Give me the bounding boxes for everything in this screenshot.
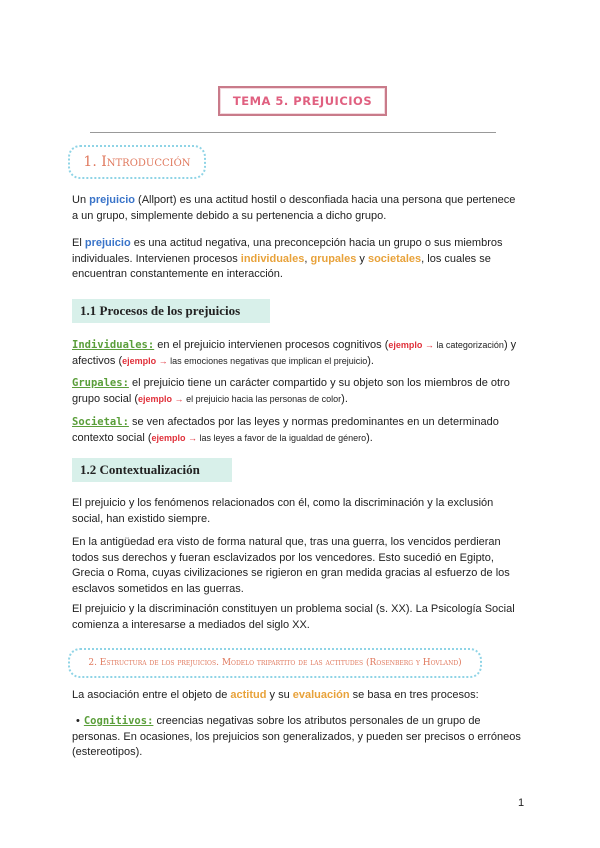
subsection-heading-text: 1.1 Procesos de los prejuicios [80,303,241,318]
document-title: TEMA 5. PREJUICIOS [232,94,373,108]
subsection-heading-text: 1.2 Contextualización [80,462,200,477]
title-box [218,86,387,116]
proceso-individuales [72,338,522,369]
keyword: individuales [240,252,305,265]
section-heading-1-text: 1. Introducción [83,154,191,170]
proceso-societal [72,415,522,446]
text-run: ). [341,392,348,405]
section-heading-2 [68,648,482,678]
text-run: Un [72,194,90,206]
text-run: , los cuales se encuentran constantemente en interacción. [72,252,491,280]
text-run: y su [266,689,293,701]
text-run: es una actitud negativa, una preconcepción hacia un grupo o sus miembros individuales. Intervienen procesos [72,237,503,265]
text-run: ) y afectivos ( [72,339,517,367]
section-heading-1 [68,145,206,179]
term-label: Societal: [72,416,129,428]
context-paragraph-3: El prejuicio y la discriminación constituyen un problema social (s. XX). La Psicología Social comienza a interesarse a mediados del siglo XX. [72,603,515,631]
example-text: las emociones negativas que implican el prejuicio [167,355,368,366]
intro-paragraph-2 [72,236,522,283]
text-run: el prejuicio tiene un carácter compartido y su objeto son los miembros de otro grupo social ( [72,377,510,405]
text-run: (Allport) es una actitud hostil o desconfiada hacia una persona que pertenece a un grupo, simplemente debido a su pertenencia a dicho grupo. [72,194,516,222]
context-paragraph-1: El prejuicio y los fenómenos relacionados con él, como la discriminación y la exclusión social, han existido siempre. [72,497,494,525]
example-text: el prejuicio hacia las personas de color [183,393,342,404]
keyword: prejuicio [84,237,131,249]
subsection-heading-1-2 [72,458,232,482]
example-marker: ejemplo → [388,340,434,350]
section-heading-2-text: 2. Estructura de los prejuicios. Modelo tripartito de las actitudes (Rosenberg y Hovland) [88,658,462,668]
example-marker: ejemplo → [122,355,168,366]
subsection-heading-1-1 [72,299,270,323]
term-label: Cognitivos: [83,715,154,727]
example-marker: ejemplo → [151,432,197,443]
bullet-cognitivos [72,714,522,761]
text-run: y [356,252,368,265]
term-label: Individuales: [72,339,155,351]
text-run: en el prejuicio intervienen procesos cognitivos ( [154,339,389,351]
term-label: Grupales: [72,377,129,389]
example-text: la categorización [433,340,504,350]
estructura-intro [72,688,522,704]
text-run: La asociación entre el objeto de [72,689,231,701]
example-marker: ejemplo → [138,393,184,404]
example-text: las leyes a favor de la igualdad de género [197,432,367,443]
bullet-icon: • [76,715,80,727]
text-run: ). [367,354,374,367]
context-paragraph-2: En la antigüedad era visto de forma natural que, tras una guerra, los vencidos perdieran todos sus derechos y fueran esclavizados por los vencedores. Esto sucedió en Egipto, Grecia o Roma, cuyas civilizaciones se rigieron en gran medida gracias al esfuerzo de los esclavos sometidos en las guerras. [72,536,510,595]
text-run: ). [366,431,373,444]
keyword: prejuicio [89,194,135,206]
text-run: El [72,237,85,249]
text-run: , [304,252,311,265]
keyword: evaluación [292,689,350,701]
text-run: se ven afectados por las leyes y normas predominantes en un determinado contexto social ( [72,416,499,444]
page-number: 1 [518,797,525,809]
intro-paragraph-1 [72,193,522,224]
proceso-grupales [72,376,522,407]
keyword: societales [367,252,422,265]
text-run: se basa en tres procesos: [349,689,479,701]
text-run: creencias negativas sobre los atributos personales de un grupo de personas. En ocasiones, los prejuicios son generalizados, y pueden ser precisos o erróneos (estereotipos). [72,715,521,758]
divider-line [90,132,496,133]
keyword: actitud [230,689,267,701]
keyword: grupales [310,252,357,265]
